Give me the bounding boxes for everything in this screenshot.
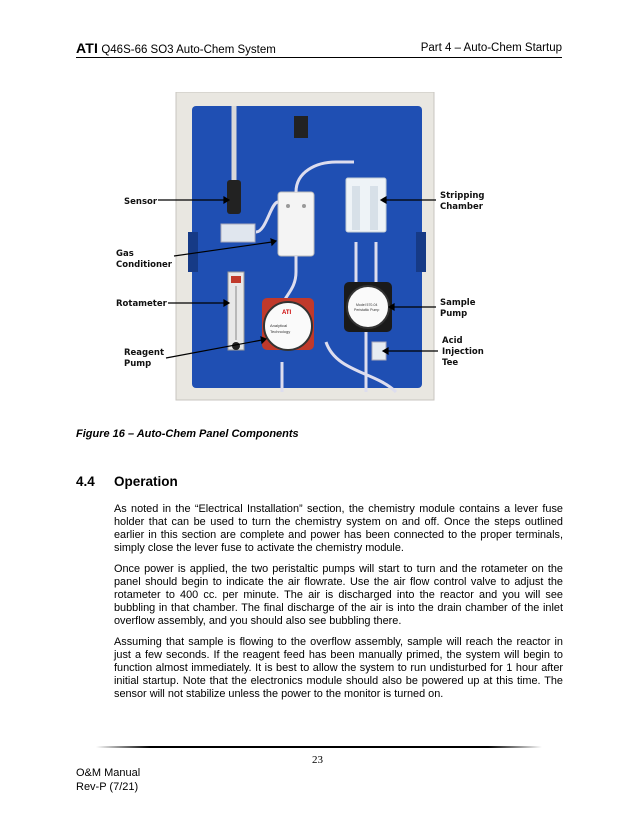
label-stripping-chamber-line1: Stripping [440, 191, 485, 201]
sensor [227, 180, 241, 214]
label-sensor: Sensor [124, 197, 158, 207]
sample-pump [347, 286, 389, 328]
label-stripping-chamber-line2: Chamber [440, 202, 483, 212]
label-acid-injection-tee-line3: Tee [442, 358, 459, 368]
label-reagent-pump-line2: Pump [124, 359, 152, 369]
page-number: 23 [312, 754, 323, 766]
paragraph-3: Assuming that sample is flowing to the overflow assembly, sample will reach the reactor in just a few seconds. If the reagent feed has been manually primed, the system will begin to function almost immediately. It is best to allow the system to run undisturbed for 1 hour after initial startup. Note that the electronics module should also be powered up at this time. The sensor will not stabilize unless the power to the monitor is turned on. [114, 636, 563, 701]
document-title: Q46S-66 SO3 Auto-Chem System [101, 44, 276, 56]
header-left [76, 40, 276, 56]
footer-revision: Rev-P (7/21) [76, 781, 139, 793]
footer-left [76, 766, 140, 794]
svg-text:Model 570-04: Model 570-04 [356, 303, 378, 307]
label-sample-pump-line2: Pump [440, 309, 468, 319]
panel-photo [76, 92, 564, 412]
label-reagent-pump-line1: Reagent [124, 348, 165, 358]
section-number: 4.4 [76, 474, 95, 489]
header-section-title: Part 4 – Auto-Chem Startup [420, 42, 562, 54]
paragraph-2: Once power is applied, the two peristaltic pumps will start to turn and the rotameter on the panel should begin to indicate the air flowrate. Use the air flow control valve to adjust the rotameter to 400 cc. per minute. The air is discharged into the reactor and you will see bubbling in that chamber. The final discharge of the air is into the drain chamber of the inlet overflow assembly, and you should also see bubbling there. [114, 563, 563, 628]
label-gas-conditioner-line1: Gas [116, 249, 134, 259]
label-rotameter: Rotameter [116, 299, 167, 309]
auto-chem-panel-figure [76, 92, 564, 412]
footer-manual: O&M Manual [76, 767, 141, 779]
brand-logo-text: ATI [76, 40, 99, 56]
paragraph-1: As noted in the “Electrical Installation” section, the chemistry module contains a lever fuse holder that can be used to turn the chemistry system on and off. Once the steps outlined earlier in this section are complete and power has been connected to the proper terminals, simply close the lever fuse to activate the chemistry module. [114, 503, 563, 555]
label-acid-injection-tee-line1: Acid [442, 336, 463, 346]
gas-conditioner [278, 192, 314, 256]
figure-caption: Figure 16 – Auto-Chem Panel Components [76, 428, 299, 440]
label-sample-pump-line1: Sample [440, 298, 476, 308]
svg-text:Analytical: Analytical [270, 323, 288, 328]
ati-logo-text: ATI [282, 310, 292, 316]
svg-text:Technology: Technology [270, 329, 291, 334]
label-gas-conditioner-line2: Conditioner [116, 260, 172, 270]
svg-text:Peristaltic Pump: Peristaltic Pump [354, 308, 380, 312]
section-title: Operation [114, 474, 178, 489]
header-rule [76, 57, 562, 58]
label-acid-injection-tee-line2: Injection [442, 347, 484, 357]
footer-rule [96, 746, 542, 748]
